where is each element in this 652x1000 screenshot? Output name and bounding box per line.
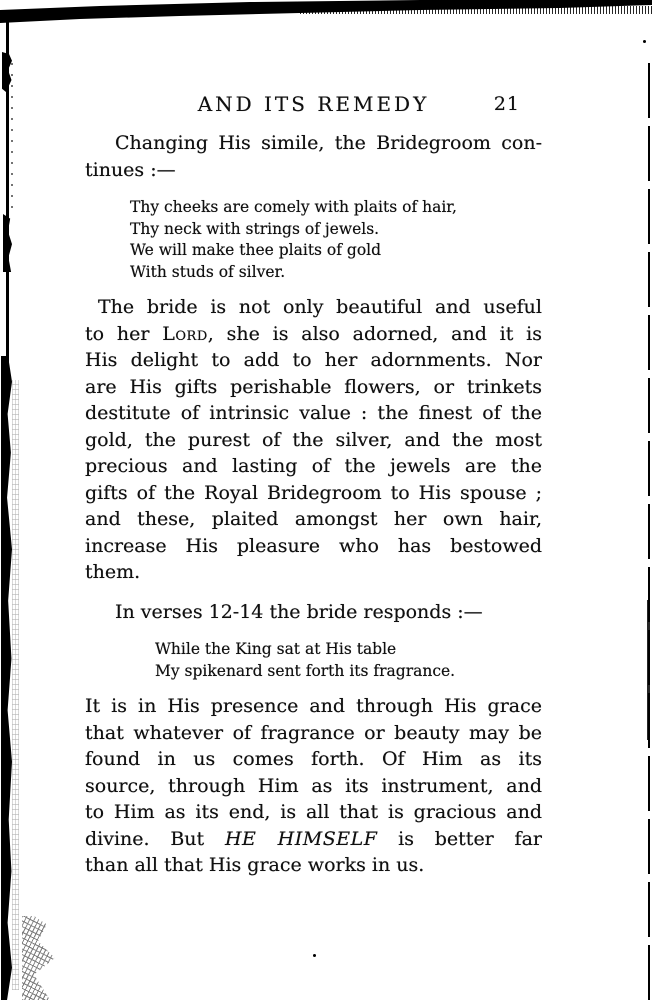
scan-edge-right-line [648,58,650,1000]
text-segment: tinues :— [85,158,176,181]
text-line [85,130,542,157]
text-segment: that whatever of fragrance or beauty may be [85,721,542,744]
text-line [85,559,542,586]
text-segment: It is in His presence and through His grace [85,695,542,717]
text-segment: and these, plaited amongst her own hair, [85,508,542,530]
text-line [85,427,542,454]
scan-speck [643,40,646,43]
scan-edge-left-blob [3,214,12,272]
page-number: 21 [493,93,520,115]
text-segment: are His gifts perishable flowers, or trinkets [85,375,542,398]
text-segment-italic: HE HIMSELF [224,827,378,850]
text-segment: gifts of the Royal Bridegroom to His spouse ; [85,481,542,504]
para-he-himself [85,693,542,879]
text-line [130,219,542,241]
text-line [155,661,542,683]
text-segment: With studs of silver. [130,262,286,281]
text-segment: My spikenard sent forth its fragrance. [155,661,456,680]
scan-edge-right-line [647,600,650,740]
text-line [130,240,542,262]
scan-bottom-left-speckles [22,916,62,1000]
text-line [85,773,542,800]
text-line [130,262,542,284]
para-bride-adorned [85,294,542,586]
text-line [85,852,542,879]
para-bridegroom-continues [85,130,542,183]
text-line [85,453,542,480]
text-line [85,826,542,853]
text-segment: While the King sat at His table [155,640,397,658]
text-segment-smallcaps: Lord [162,322,208,345]
text-segment: divine. But [85,827,225,850]
text-segment: than all that His grace works in us. [85,854,425,876]
verse-king-at-table [155,639,542,682]
text-segment: is better far [377,827,542,850]
scan-edge-left-noise [12,380,19,990]
text-column [85,130,542,879]
text-line [85,693,542,720]
scan-speck [313,954,316,957]
scan-edge-left-blob [2,52,12,92]
verse-cheeks-comely [130,197,542,283]
text-segment: them. [85,561,141,583]
page-header [85,92,542,118]
text-line [155,639,542,661]
text-line [85,157,542,184]
scan-edge-left-speckles [11,58,13,208]
scan-edge-left-line [6,10,9,362]
text-segment: Changing His simile, the Bridegroom con- [115,132,542,154]
text-line [85,533,542,560]
scan-edge-top-hatch [300,6,652,14]
text-line [85,746,542,773]
running-title: AND ITS REMEDY [197,92,430,116]
text-segment: Thy neck with strings of jewels. [130,219,380,238]
text-line [130,197,542,219]
text-segment: increase His pleasure who has bestowed [85,534,542,557]
text-line [85,374,542,401]
text-segment: source, through Him as its instrument, and [85,774,542,797]
text-segment: His delight to add to her adornments. Nor [85,349,542,371]
scan-edge-left-strip [1,356,12,1000]
text-line [85,294,542,321]
text-segment: Thy cheeks are comely with plaits of hair, [130,198,457,216]
text-segment: precious and lasting of the jewels are the [85,455,542,477]
text-segment: , she is also adorned, and it is [207,322,543,345]
text-segment: The bride is not only beautiful and useful [98,296,542,318]
text-line [85,506,542,533]
para-verses-12-14 [85,599,542,626]
text-line [85,720,542,747]
scan-edge-top [0,0,652,26]
text-line [85,347,542,374]
text-segment: to her [85,322,163,345]
text-line [85,480,542,507]
text-line [85,599,542,626]
text-segment: gold, the purest of the silver, and the most [85,428,542,451]
text-segment: destitute of intrinsic value : the finest of the [85,402,542,424]
text-segment: found in us comes forth. Of Him as its [85,748,542,770]
text-line [85,321,542,348]
text-segment: In verses 12-14 the bride responds :— [115,600,483,623]
text-line [85,799,542,826]
text-line [85,400,542,427]
text-segment: to Him as its end, is all that is gracious and [85,801,542,823]
text-segment: We will make thee plaits of gold [130,241,382,259]
